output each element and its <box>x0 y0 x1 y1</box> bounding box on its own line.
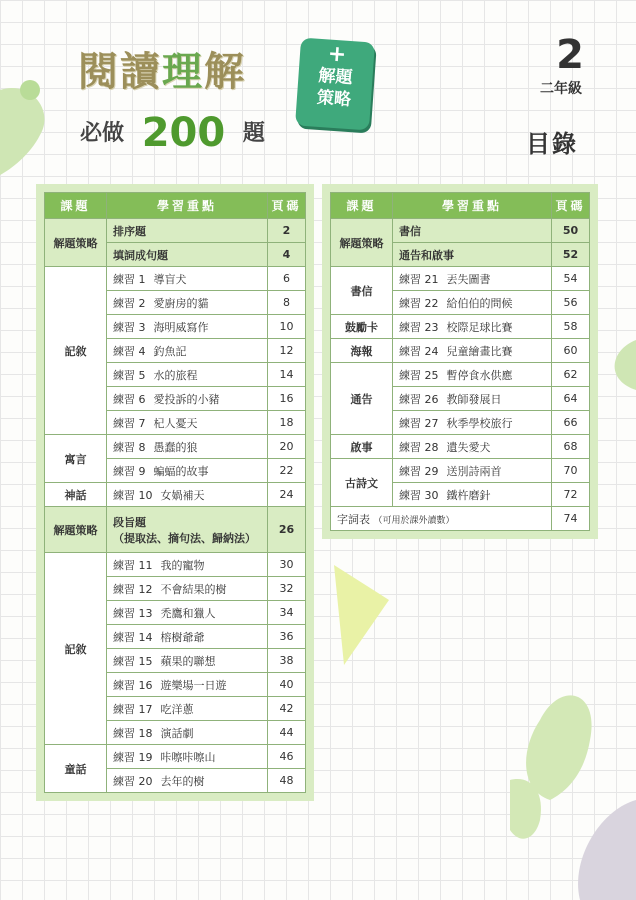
toc-item <box>393 363 552 387</box>
exercise-number: 練習 30 <box>399 488 439 502</box>
toc-row[interactable] <box>331 363 590 387</box>
subtitle-prefix: 必做 <box>80 121 125 146</box>
toc-item <box>107 363 268 387</box>
exercise-title: 釣魚記 <box>153 344 187 358</box>
toc-item <box>393 219 552 243</box>
page-number: 46 <box>268 745 306 769</box>
toc-row[interactable] <box>331 315 590 339</box>
page-number: 8 <box>268 291 306 315</box>
toc-category: 古詩文 <box>331 459 393 507</box>
exercise-title: 遊樂場一日遊 <box>160 678 227 692</box>
page-number: 60 <box>552 339 590 363</box>
grade-number: 2 <box>556 32 584 78</box>
page-number: 64 <box>552 387 590 411</box>
page-number: 10 <box>268 315 306 339</box>
toc-row[interactable] <box>331 435 590 459</box>
toc-item <box>107 553 268 577</box>
page-number: 44 <box>268 721 306 745</box>
page-number: 32 <box>268 577 306 601</box>
toc-item <box>393 411 552 435</box>
exercise-number: 練習 13 <box>113 606 153 620</box>
header-focus: 學習重點 <box>393 193 552 219</box>
exercise-title: 給伯伯的問候 <box>446 296 513 310</box>
toc-label: 目錄 <box>526 130 578 158</box>
exercise-title: 愛廚房的貓 <box>153 296 209 310</box>
toc-item <box>107 387 268 411</box>
toc-row[interactable] <box>45 507 306 553</box>
exercise-number: 練習 25 <box>399 368 439 382</box>
exercise-number: 練習 26 <box>399 392 439 406</box>
exercise-title: 愚蠢的狼 <box>153 440 198 454</box>
toc-item <box>107 769 268 793</box>
toc-item <box>107 673 268 697</box>
header-category: 課題 <box>45 193 107 219</box>
exercise-title: 遺失愛犬 <box>446 440 491 454</box>
right-toc-table <box>330 192 590 531</box>
toc-item <box>107 219 268 243</box>
toc-item <box>107 649 268 673</box>
right-toc-panel <box>322 184 598 539</box>
subtitle-number: 200 <box>141 110 226 156</box>
decorative-blob-top-left-small <box>18 78 42 102</box>
glossary-note: （可用於課外讀數） <box>373 515 455 526</box>
toc-category: 神話 <box>45 483 107 507</box>
page-number: 34 <box>268 601 306 625</box>
exercise-number: 練習 17 <box>113 702 153 716</box>
page-number: 68 <box>552 435 590 459</box>
toc-item <box>107 601 268 625</box>
page-number: 40 <box>268 673 306 697</box>
toc-category: 書信 <box>331 267 393 315</box>
toc-item <box>107 697 268 721</box>
strategy-sublabel: （提取法、摘句法、歸納法） <box>113 531 256 545</box>
strategy-label: 填詞成句題 <box>113 248 168 262</box>
toc-item <box>107 625 268 649</box>
exercise-number: 練習 29 <box>399 464 439 478</box>
exercise-number: 練習 14 <box>113 630 153 644</box>
page-number: 26 <box>268 507 306 553</box>
page-number: 14 <box>268 363 306 387</box>
header-page: 頁碼 <box>552 193 590 219</box>
toc-category: 記敘 <box>45 553 107 745</box>
page-number: 24 <box>268 483 306 507</box>
exercise-number: 練習 6 <box>113 392 146 406</box>
toc-item <box>393 339 552 363</box>
strategy-label: 書信 <box>399 224 421 238</box>
strategy-label: 排序題 <box>113 224 146 238</box>
exercise-title: 教師發展日 <box>446 392 502 406</box>
toc-item <box>393 243 552 267</box>
decorative-blob-right <box>600 340 636 390</box>
glossary-cell <box>331 507 552 531</box>
toc-item <box>107 267 268 291</box>
page-number: 48 <box>268 769 306 793</box>
exercise-number: 練習 27 <box>399 416 439 430</box>
page-number: 42 <box>268 697 306 721</box>
exercise-number: 練習 12 <box>113 582 153 596</box>
book-title-part2: 理 <box>162 49 204 95</box>
left-table-header <box>45 193 306 219</box>
toc-category: 寓言 <box>45 435 107 483</box>
book-title <box>78 40 246 97</box>
page-number: 70 <box>552 459 590 483</box>
header-focus: 學習重點 <box>107 193 268 219</box>
exercise-number: 練習 5 <box>113 368 146 382</box>
toc-item <box>393 315 552 339</box>
page-number: 22 <box>268 459 306 483</box>
exercise-number: 練習 19 <box>113 750 153 764</box>
exercise-number: 練習 16 <box>113 678 153 692</box>
badge-line1: 解題 <box>317 65 354 89</box>
exercise-title: 導盲犬 <box>153 272 187 286</box>
toc-item <box>107 459 268 483</box>
exercise-title: 不會結果的樹 <box>160 582 227 596</box>
toc-item <box>393 267 552 291</box>
exercise-title: 海明威寫作 <box>153 320 209 334</box>
page-number: 16 <box>268 387 306 411</box>
exercise-number: 練習 20 <box>113 774 153 788</box>
page-number: 4 <box>268 243 306 267</box>
book-title-part1: 閱讀 <box>78 49 162 95</box>
exercise-title: 校際足球比賽 <box>446 320 513 334</box>
toc-item <box>107 507 268 553</box>
page-number: 20 <box>268 435 306 459</box>
toc-row[interactable] <box>45 267 306 291</box>
toc-item <box>393 483 552 507</box>
badge-plus: + <box>326 41 348 68</box>
exercise-title: 蝙蝠的故事 <box>153 464 209 478</box>
page-number: 38 <box>268 649 306 673</box>
toc-item <box>107 577 268 601</box>
exercise-number: 練習 1 <box>113 272 146 286</box>
exercise-title: 鐵杵磨針 <box>446 488 491 502</box>
exercise-title: 榕樹爺爺 <box>160 630 205 644</box>
exercise-title: 禿鷹和獵人 <box>160 606 216 620</box>
glossary-row[interactable] <box>331 507 590 531</box>
toc-category: 解題策略 <box>331 219 393 267</box>
page-number: 72 <box>552 483 590 507</box>
decorative-triangle <box>334 565 394 665</box>
grade-label: 二年級 <box>540 81 582 97</box>
exercise-number: 練習 11 <box>113 558 153 572</box>
exercise-title: 水的旅程 <box>153 368 198 382</box>
toc-item <box>107 411 268 435</box>
page-number: 50 <box>552 219 590 243</box>
toc-category: 啟事 <box>331 435 393 459</box>
subtitle-suffix: 題 <box>242 121 265 146</box>
toc-row[interactable] <box>45 219 306 243</box>
toc-row[interactable] <box>331 267 590 291</box>
exercise-number: 練習 9 <box>113 464 146 478</box>
toc-row[interactable] <box>45 483 306 507</box>
page-number: 12 <box>268 339 306 363</box>
exercise-number: 練習 15 <box>113 654 153 668</box>
glossary-label: 字詞表 <box>337 512 370 526</box>
toc-item <box>393 291 552 315</box>
exercise-title: 兒童繪畫比賽 <box>446 344 513 358</box>
exercise-title: 杞人憂天 <box>153 416 198 430</box>
book-subtitle <box>80 104 265 156</box>
page-number: 52 <box>552 243 590 267</box>
strategy-badge <box>295 38 375 131</box>
toc-category: 解題策略 <box>45 507 107 553</box>
exercise-number: 練習 28 <box>399 440 439 454</box>
exercise-title: 暫停食水供應 <box>446 368 513 382</box>
header-category: 課題 <box>331 193 393 219</box>
left-toc-table <box>44 192 306 793</box>
page-number: 58 <box>552 315 590 339</box>
exercise-title: 女媧補天 <box>160 488 205 502</box>
header-page: 頁碼 <box>268 193 306 219</box>
toc-item <box>393 387 552 411</box>
exercise-title: 演話劇 <box>160 726 194 740</box>
exercise-title: 愛投訴的小豬 <box>153 392 220 406</box>
exercise-title: 咔嚓咔嚓山 <box>160 750 216 764</box>
toc-row[interactable] <box>45 435 306 459</box>
page-number: 66 <box>552 411 590 435</box>
toc-row[interactable] <box>45 745 306 769</box>
toc-category: 通告 <box>331 363 393 435</box>
strategy-label: 段旨題 <box>113 515 146 529</box>
page-number: 62 <box>552 363 590 387</box>
exercise-number: 練習 4 <box>113 344 146 358</box>
toc-category: 海報 <box>331 339 393 363</box>
toc-row[interactable] <box>331 219 590 243</box>
page-number: 18 <box>268 411 306 435</box>
right-table-header <box>331 193 590 219</box>
toc-row[interactable] <box>45 553 306 577</box>
exercise-number: 練習 7 <box>113 416 146 430</box>
toc-item <box>107 315 268 339</box>
exercise-title: 蘋果的聯想 <box>160 654 216 668</box>
toc-category: 記敘 <box>45 267 107 435</box>
exercise-title: 秋季學校旅行 <box>446 416 513 430</box>
page-number: 56 <box>552 291 590 315</box>
exercise-title: 吃洋蔥 <box>160 702 194 716</box>
toc-category: 解題策略 <box>45 219 107 267</box>
exercise-number: 練習 24 <box>399 344 439 358</box>
page-number: 36 <box>268 625 306 649</box>
toc-item <box>107 745 268 769</box>
exercise-title: 我的寵物 <box>160 558 205 572</box>
toc-item <box>107 291 268 315</box>
strategy-label: 通告和啟事 <box>399 248 454 262</box>
toc-item <box>393 459 552 483</box>
exercise-number: 練習 23 <box>399 320 439 334</box>
book-title-part3: 解 <box>204 49 246 95</box>
toc-row[interactable] <box>331 459 590 483</box>
page-number: 2 <box>268 219 306 243</box>
page-number: 6 <box>268 267 306 291</box>
toc-row[interactable] <box>331 339 590 363</box>
decorative-blob-bottom-right <box>500 680 636 900</box>
exercise-number: 練習 22 <box>399 296 439 310</box>
badge-line2: 策略 <box>316 87 352 111</box>
exercise-number: 練習 8 <box>113 440 146 454</box>
exercise-number: 練習 18 <box>113 726 153 740</box>
toc-item <box>107 435 268 459</box>
exercise-number: 練習 3 <box>113 320 146 334</box>
toc-item <box>107 483 268 507</box>
left-toc-panel <box>36 184 314 801</box>
exercise-number: 練習 10 <box>113 488 153 502</box>
exercise-number: 練習 2 <box>113 296 146 310</box>
page-number: 54 <box>552 267 590 291</box>
toc-item <box>393 435 552 459</box>
exercise-title: 去年的樹 <box>160 774 205 788</box>
toc-category: 鼓勵卡 <box>331 315 393 339</box>
page-number: 30 <box>268 553 306 577</box>
exercise-title: 送別詩兩首 <box>446 464 502 478</box>
exercise-title: 丟失圖書 <box>446 272 491 286</box>
glossary-page: 74 <box>552 507 590 531</box>
toc-item <box>107 339 268 363</box>
toc-category: 童話 <box>45 745 107 793</box>
toc-item <box>107 243 268 267</box>
exercise-number: 練習 21 <box>399 272 439 286</box>
toc-item <box>107 721 268 745</box>
